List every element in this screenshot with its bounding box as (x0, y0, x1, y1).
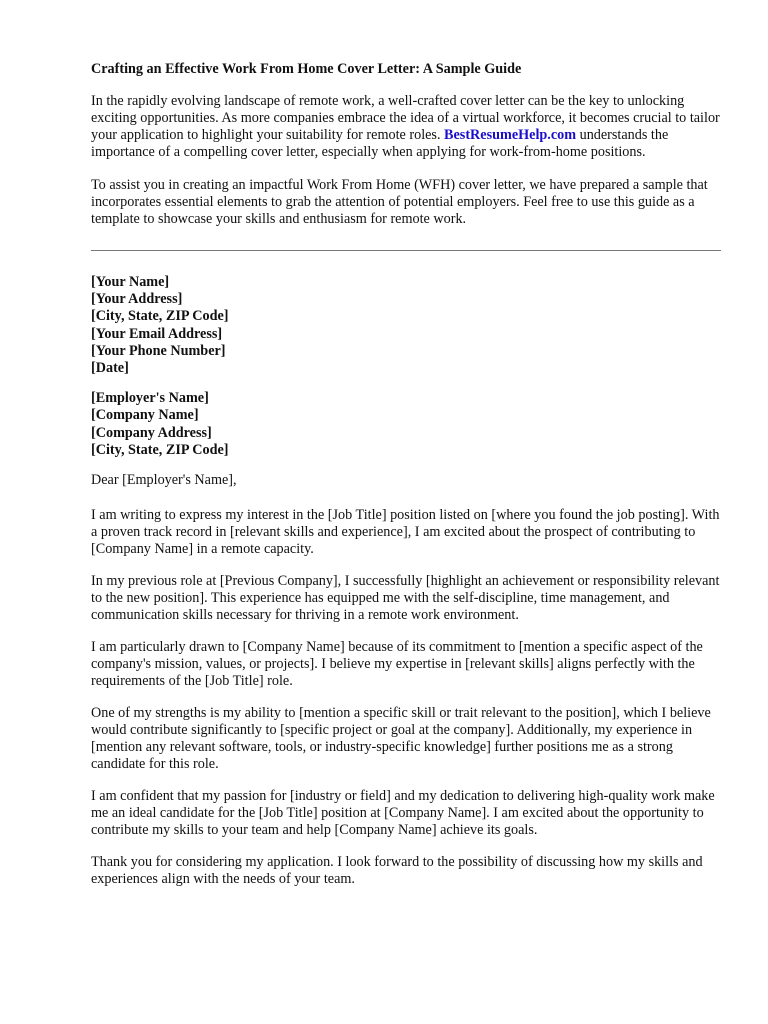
letter-salutation: Dear [Employer's Name], (91, 472, 237, 489)
intro-paragraph (91, 93, 721, 161)
intro-text-continued: understands the importance of a compelling cover letter, especially when applying for work-from-home positions. (91, 127, 669, 160)
sender-name: [Your Name] (91, 274, 170, 290)
company-address: [Company Address] (91, 424, 212, 441)
letter-paragraph: I am confident that my passion for [industry or field] and my dedication to delivering high-quality work make me an ideal candidate for the [Job Title] position at [Company Name]. I am excited about the opportunity to contribute my skills to your team and help [Company Name] achieve its goals. (91, 788, 715, 839)
company-city-state-zip: [City, State, ZIP Code] (91, 441, 229, 458)
letter-paragraph: Thank you for considering my application. I look forward to the possibility of discussing how my skills and experiences align with the needs of your team. (91, 854, 703, 888)
sender-phone: [Your Phone Number] (91, 342, 226, 359)
sender-address: [Your Address] (91, 291, 183, 308)
intro-text: In the rapidly evolving landscape of remote work, a well-crafted cover letter can be the key to unlocking exciting opportunities. As more companies embrace the idea of a virtual workforce, it becomes crucial to tailor your application to highlight your suitability for remote roles. (91, 93, 720, 143)
employer-name: [Employer's Name] (91, 390, 209, 407)
letter-paragraph: In my previous role at [Previous Company], I successfully [highlight an achievement or responsibility relevant to the new position]. This experience has equipped me with the self-discipline, time management, and communication skills necessary for thriving in a remote work environment. (91, 573, 720, 624)
company-name: [Company Name] (91, 407, 199, 424)
letter-date: [Date] (91, 360, 129, 377)
page-title: Crafting an Effective Work From Home Cover Letter: A Sample Guide (91, 61, 522, 77)
sender-address-block (91, 274, 721, 377)
recipient-address-block (91, 390, 721, 459)
letter-paragraph: One of my strengths is my ability to [mention a specific skill or trait relevant to the position], which I believe would contribute significantly to [specific project or goal at the company]. Additionally, my experience in [mention any relevant software, tools, or industry-specific knowledge] further positions me as a strong candidate for this role. (91, 705, 711, 773)
bestresumehelp-link[interactable]: BestResumeHelp.com (444, 127, 577, 143)
sender-email: [Your Email Address] (91, 325, 223, 342)
letter-paragraph: I am writing to express my interest in the [Job Title] position listed on [where you found the job posting]. With a proven track record in [relevant skills and experience], I am excited about the prospect of contributing to [Company Name] in a remote capacity. (91, 507, 720, 558)
intro-paragraph-2: To assist you in creating an impactful Work From Home (WFH) cover letter, we have prepared a sample that incorporates essential elements to grab the attention of potential employers. Feel free to use this guide as a template to showcase your skills and enthusiasm for remote work. (91, 177, 708, 227)
letter-paragraph: I am particularly drawn to [Company Name] because of its commitment to [mention a specific aspect of the company's mission, values, or projects]. I believe my expertise in [relevant skills] aligns perfectly with the requirements of the [Job Title] role. (91, 639, 703, 690)
sender-city-state-zip: [City, State, ZIP Code] (91, 308, 229, 325)
section-divider (91, 250, 721, 251)
